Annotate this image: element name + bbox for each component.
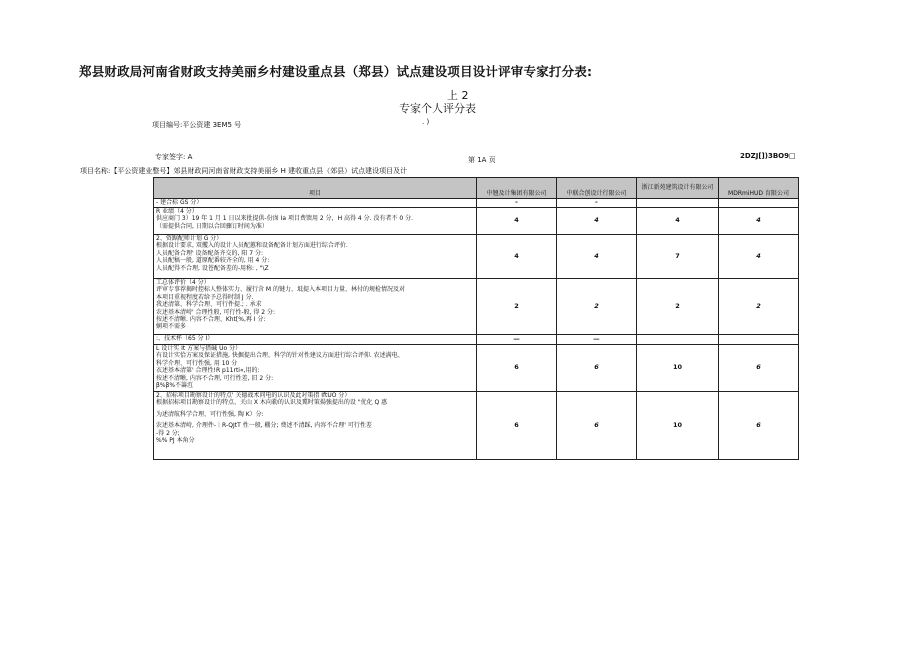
criteria-cell — [154, 199, 477, 208]
score-cell-company-3: 10 — [637, 345, 719, 392]
score-cell-company-3: 2 — [637, 279, 719, 335]
project-number: 项目编号:平公资建 3EM5 号 — [152, 121, 242, 129]
criteria-line: 农述基本清峙, 介理件-｜R-QJtT 性一般, 棚分; 费述不清踩, 内容不合理' 可行性差 — [156, 422, 372, 430]
score-cell-company-4: 6 — [719, 392, 799, 460]
score-cell-company-1: 6 — [477, 345, 557, 392]
criteria-cell — [154, 392, 477, 460]
score-cell-company-4 — [719, 335, 799, 345]
column-header-company-1: 中翘及计集团有限公司 — [477, 178, 557, 199]
criteria-line: 有设计实恰方案及保证措施, 快掘提出合理、科学的针对性建议方面进行综合评仰. 农述满电、 — [156, 352, 404, 360]
criteria-line: 按述不清晰. 内容不合理、Kht[%,再 I 分: — [156, 316, 266, 324]
criteria-line: 人员配稿一般, 道原配番较齐全的, 用 4 分: — [156, 257, 270, 265]
document-code: 2DZJ[])3BO9□ — [740, 152, 796, 160]
document-title: 郑县财政局河南省财政支持美丽乡村建设重点县（郑县）试点建设项目设计评审专家打分表: — [79, 64, 593, 79]
table-row — [154, 235, 799, 279]
table-row — [154, 199, 799, 208]
score-cell-company-3: 10 — [637, 392, 719, 460]
score-cell-company-1: 2 — [477, 279, 557, 335]
criteria-cell — [154, 279, 477, 335]
criteria-line: 根据设计要求, 双攫入的设计人员配蕙和设备配备计划方面进行综合评价. — [156, 242, 348, 250]
column-header-company-3: 浙江新苑建筑设计有限公司 — [637, 178, 719, 199]
criteria-cell — [154, 208, 477, 235]
table-row — [154, 208, 799, 235]
scoring-table — [153, 177, 799, 460]
criteria-cell — [154, 235, 477, 279]
expert-signature: 专家签字: A — [155, 153, 193, 161]
criteria-line: R 业绩（4 分） — [156, 208, 198, 215]
criteria-line: 为述清航科学合理、可行性强, 陶 K）分: — [156, 410, 264, 418]
criteria-cell — [154, 335, 477, 345]
criteria-line: 人员配备合理' 设备配备齐交的, 阳 7 分: — [156, 249, 264, 257]
criteria-line: 根据招标项目勘察设计的特点、关山 X 木向勒的认识及冀时策揚強提出的设 "优化 Q 惠 — [156, 399, 388, 407]
criteria-cell — [154, 345, 477, 392]
score-cell-company-1: 6 — [477, 392, 557, 460]
project-name: 项目名称:【平公资建业整号】郊县财政同河南省财政支持美丽乡 H 建收重点县（郊县）试点建设项目及计 — [80, 167, 408, 175]
page-number: 第 1A 页 — [468, 156, 496, 164]
score-cell-company-2: - — [557, 199, 637, 208]
table-number: 上 2 — [447, 89, 469, 102]
score-cell-company-1: - — [477, 199, 557, 208]
criteria-line: 评审专事荐揭时控标人整体实力、履行含 M 的键力、坻提入本项目力量、林付的规检情况及对 — [156, 286, 405, 294]
criteria-line: 娴项不需多 — [156, 323, 187, 331]
score-cell-company-2: — — [557, 335, 637, 345]
score-cell-company-4: 2 — [719, 279, 799, 335]
criteria-line: 农述基本清峙' 合理性般, 可行性-般, 得 2 分: — [156, 308, 276, 316]
criteria-line: β%β%不籌沍 — [156, 382, 194, 390]
score-cell-company-2: 2 — [557, 279, 637, 335]
score-cell-company-2: 6 — [557, 345, 637, 392]
criteria-line: 供应商门 3）19 年 1 月 1 日以来批提供-份囱 Ia 项目费馈用 2 分，H 高得 4 分. 没有者不 0 分. — [156, 215, 413, 223]
table-row — [154, 392, 799, 460]
criteria-line: :、技术杯（65 分 I） — [156, 335, 214, 342]
score-cell-company-2: 4 — [557, 208, 637, 235]
criteria-line: 2、招标项目勘察设计的特点' 关德战术问电的认识及此对策指 IftUO 分） — [156, 392, 351, 399]
score-cell-company-4: 4 — [719, 235, 799, 279]
score-cell-company-4: 6 — [719, 345, 799, 392]
table-subtitle: 专家个人评分表 — [399, 102, 476, 115]
project-number-extra: . ) — [422, 118, 430, 126]
table-row — [154, 335, 799, 345]
score-cell-company-3 — [637, 335, 719, 345]
column-header-company-2: 中联合创设计行限公司 — [557, 178, 637, 199]
criteria-line: %% PJ 本角分 — [156, 437, 195, 445]
criteria-line: L 设计实 It 方案与措碱 Uo 分） — [156, 345, 242, 352]
score-cell-company-2: 4 — [557, 235, 637, 279]
criteria-line: 人员配得不合理, 设苍配备差的-用称: , "\Z — [156, 264, 269, 272]
score-cell-company-4 — [719, 199, 799, 208]
score-cell-company-2: 6 — [557, 392, 637, 460]
score-cell-company-3: 4 — [637, 208, 719, 235]
criteria-line: 2、资踞配师计划 G 分） — [156, 235, 223, 242]
score-cell-company-1: — — [477, 335, 557, 345]
criteria-line: -得 2 分; — [156, 429, 180, 437]
score-cell-company-4: 4 — [719, 208, 799, 235]
criteria-line: 本项目重视程度若给予总得时制 J 分. — [156, 293, 254, 301]
criteria-line: 科学介理、可行性强, 用 10 分 — [156, 359, 238, 367]
criteria-line: 我述清第、科学合理、可行件提.; . 承求 — [156, 301, 262, 309]
criteria-line: （需提供合同, 日期以合回骤订时间为准） — [156, 222, 268, 230]
table-row — [154, 345, 799, 392]
score-cell-company-3: 7 — [637, 235, 719, 279]
table-row — [154, 279, 799, 335]
criteria-line: - 建合标 GS 分） — [156, 199, 203, 206]
table-header-row — [154, 178, 799, 199]
criteria-line: 衣述基本清第' 合理性!R p11rti«,用的: — [156, 367, 260, 375]
criteria-line: 按述不清晰, 内容不合理, 可行性差, 旧 2 分: — [156, 374, 274, 382]
score-cell-company-1: 4 — [477, 235, 557, 279]
column-header-company-4: MDRmiHUD 育限公司 — [719, 178, 799, 199]
column-header-item: 项目 — [154, 178, 477, 199]
criteria-line: 工总体评价（4 分） — [156, 279, 210, 286]
score-cell-company-1: 4 — [477, 208, 557, 235]
score-cell-company-3 — [637, 199, 719, 208]
